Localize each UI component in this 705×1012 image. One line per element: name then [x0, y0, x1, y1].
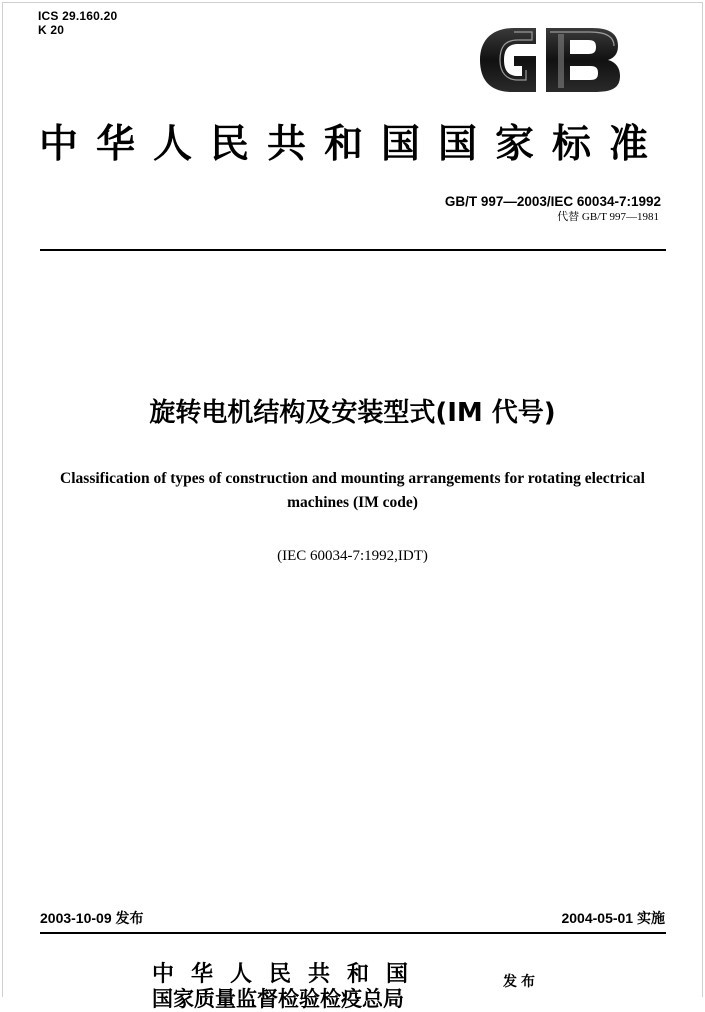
english-title: Classification of types of construction and mounting arrangements for rotating electrical machines (IM code): [60, 470, 645, 511]
issuer-line-2: 国家质量监督检验检疫总局: [152, 987, 404, 1011]
equivalence-note: (IEC 60034-7:1992,IDT): [277, 548, 428, 564]
chinese-title: 旋转电机结构及安装型式(IM 代号): [149, 398, 556, 428]
header-divider: [40, 249, 666, 251]
issue-date: 2003-10-09 发布: [40, 910, 144, 926]
classification-code: K 20: [38, 23, 65, 37]
national-standard-title: 中华人民共和国国家标准: [38, 122, 666, 167]
footer-divider: [40, 932, 666, 934]
ics-code: ICS 29.160.20: [38, 9, 118, 23]
gb-logo: [474, 24, 626, 96]
replaces-note: 代替 GB/T 997—1981: [557, 211, 659, 223]
implementation-date: 2004-05-01 实施: [561, 910, 665, 926]
standard-number: GB/T 997—2003/IEC 60034-7:1992: [444, 194, 661, 209]
issuer-line-1: 中华人民共和国: [152, 962, 426, 987]
issuer-block: [152, 962, 492, 1011]
publish-label: 发布: [503, 974, 539, 990]
logo-letter-b: [546, 28, 620, 92]
logo-letter-g: [480, 28, 536, 92]
